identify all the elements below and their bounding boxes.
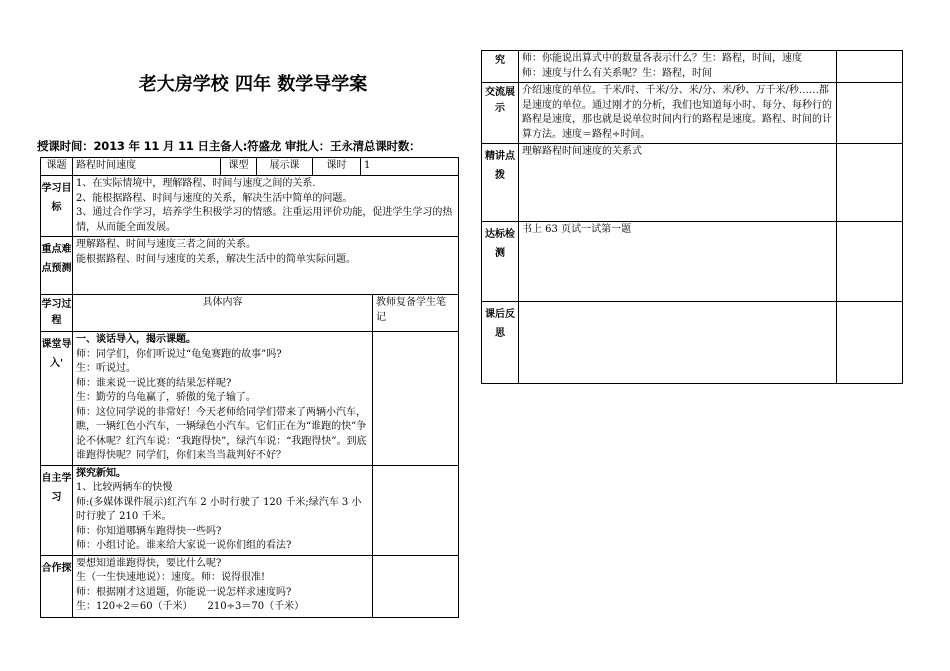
- reflect-notes: [837, 302, 903, 384]
- goals-row: [41, 176, 459, 237]
- test-notes: [837, 222, 903, 302]
- self-study-line: 师：小组讨论。谁来给大家说一说你们组的看法?: [76, 540, 292, 551]
- coop-notes: [373, 555, 459, 617]
- self-study-line: 师:(多媒体课件展示)红汽车 2 小时行驶了 120 千米;绿汽车 3 小时行驶了 210 千米。: [76, 496, 362, 522]
- key-point-line: 能根据路程、时间与速度的关系，解决生活中的简单实际问题。: [76, 253, 356, 265]
- intro-content: [73, 332, 373, 466]
- test-content: 书上 63 页试一试第一题: [519, 222, 837, 302]
- reflect-content: [519, 302, 837, 384]
- intro-label: 课堂导入': [41, 332, 73, 466]
- goal-line: 2、能根据路程、时间与速度的关系，解决生活中简单的问题。: [76, 192, 353, 204]
- topic-value: 路程时间速度: [73, 158, 221, 176]
- goals-label: 学习目标: [41, 176, 73, 237]
- research-content: [519, 51, 837, 83]
- key-points-label: 重点难点预测: [41, 237, 73, 295]
- reflect-label: 课后反思: [482, 302, 519, 384]
- hours-value: 1: [361, 158, 459, 176]
- coop-row: [41, 555, 459, 617]
- goal-line: 1、在实际情境中，理解路程、时间与速度之间的关系.: [76, 178, 316, 189]
- intro-line: 师：谁来说一说比赛的结果怎样呢?: [76, 377, 232, 389]
- coop-line: 生（一生快速地说）：速度。师：说得很准!: [76, 572, 266, 583]
- self-study-content: [73, 465, 373, 555]
- intro-heading: 一、谈话导入，揭示课题。: [76, 334, 196, 345]
- self-study-label: 自主学习: [41, 465, 73, 555]
- explain-row: [482, 144, 903, 222]
- process-header-row: [41, 295, 459, 332]
- explain-label: 精讲点拨: [482, 144, 519, 222]
- reflect-row: [482, 302, 903, 384]
- intro-line: 师：这位同学说的非常好！今天老师给同学们带来了两辆小汽车，瞧，一辆红色小汽车，一辆绿色小汽车。它们正在为“谁跑的快”争论不休呢？红汽车说：“我跑得快”，绿汽车说：“我跑得快”。到底谁跑得快呢？同学们，你们来当当裁判好不好？: [76, 406, 367, 461]
- lesson-meta-line: 授课时间：2013 年 11 月 11 日主备人:符盛龙 审批人：王永清总课时数：: [37, 139, 421, 153]
- key-point-line: 理解路程、时间与速度三者之间的关系。: [76, 239, 256, 250]
- coop-line: 生：120÷2＝60（千米） 210÷3＝70（千米）: [76, 601, 305, 612]
- research-label: 究: [482, 51, 519, 83]
- test-label: 达标检测: [482, 222, 519, 302]
- exchange-row: [482, 83, 903, 144]
- coop-label: 合作探: [41, 555, 73, 617]
- intro-row: [41, 332, 459, 466]
- coop-line: 要想知道谁跑得快，要比什么呢?: [76, 557, 222, 569]
- coop-content: [73, 555, 373, 617]
- explain-notes: [837, 144, 903, 222]
- self-study-notes: [373, 465, 459, 555]
- explain-content: 理解路程时间速度的关系式: [519, 144, 837, 222]
- lesson-plan-table-left: [40, 157, 459, 618]
- page-title: 老大房学校 四年 数学导学案: [138, 74, 368, 95]
- intro-notes: [373, 332, 459, 466]
- goal-line: 3、通过合作学习，培养学生积极学习的情感。注重运用评价功能，促进学生学习的热情，从而能全面发展。: [76, 207, 453, 233]
- type-label: 课型: [221, 158, 257, 176]
- self-study-row: [41, 465, 459, 555]
- key-points-content: [73, 237, 459, 295]
- topic-label: 课题: [41, 158, 73, 176]
- notes-header: 教师复备学生笔记: [373, 295, 459, 332]
- research-row: [482, 51, 903, 83]
- self-study-line: 师：你知道哪辆车跑得快一些吗?: [76, 525, 222, 537]
- exchange-content: 介绍速度的单位。千米/时、千米/分、米/分、米/秒、万千米/秒……都是速度的单位。通过刚才的分析，我们也知道每小时、每分、每秒行的路程是速度，那也就是说单位时间内行的路程是速度。路程、时间的计算方法。速度＝路程÷时间。: [519, 83, 837, 144]
- self-study-line: 1、比较两辆车的快慢: [76, 482, 173, 493]
- intro-line: 师：同学们，你们听说过“龟兔赛跑的故事”吗?: [76, 348, 282, 360]
- research-notes: [837, 51, 903, 83]
- research-line: 师：你能说出算式中的数量各表示什么？生：路程，时间，速度: [522, 53, 802, 64]
- exchange-notes: [837, 83, 903, 144]
- header-row: [41, 158, 459, 176]
- exchange-label: 交流展示: [482, 83, 519, 144]
- goals-content: [73, 176, 459, 237]
- coop-line: 师：根据刚才这道题，你能说一说怎样求速度吗?: [76, 586, 292, 598]
- lesson-plan-table-right: [481, 50, 903, 384]
- type-value: 展示课: [257, 158, 313, 176]
- process-label: 学习过程: [41, 295, 73, 332]
- self-study-heading: 探究新知。: [76, 467, 126, 479]
- hours-label: 课时: [313, 158, 361, 176]
- intro-line: 生：听说过。: [76, 363, 136, 374]
- test-row: [482, 222, 903, 302]
- content-header: 具体内容: [73, 295, 373, 332]
- research-line: 师：速度与什么有关系呢？生：路程，时间: [522, 67, 712, 79]
- intro-line: 生：勤劳的乌龟赢了，骄傲的兔子输了。: [76, 392, 256, 403]
- key-points-row: [41, 237, 459, 295]
